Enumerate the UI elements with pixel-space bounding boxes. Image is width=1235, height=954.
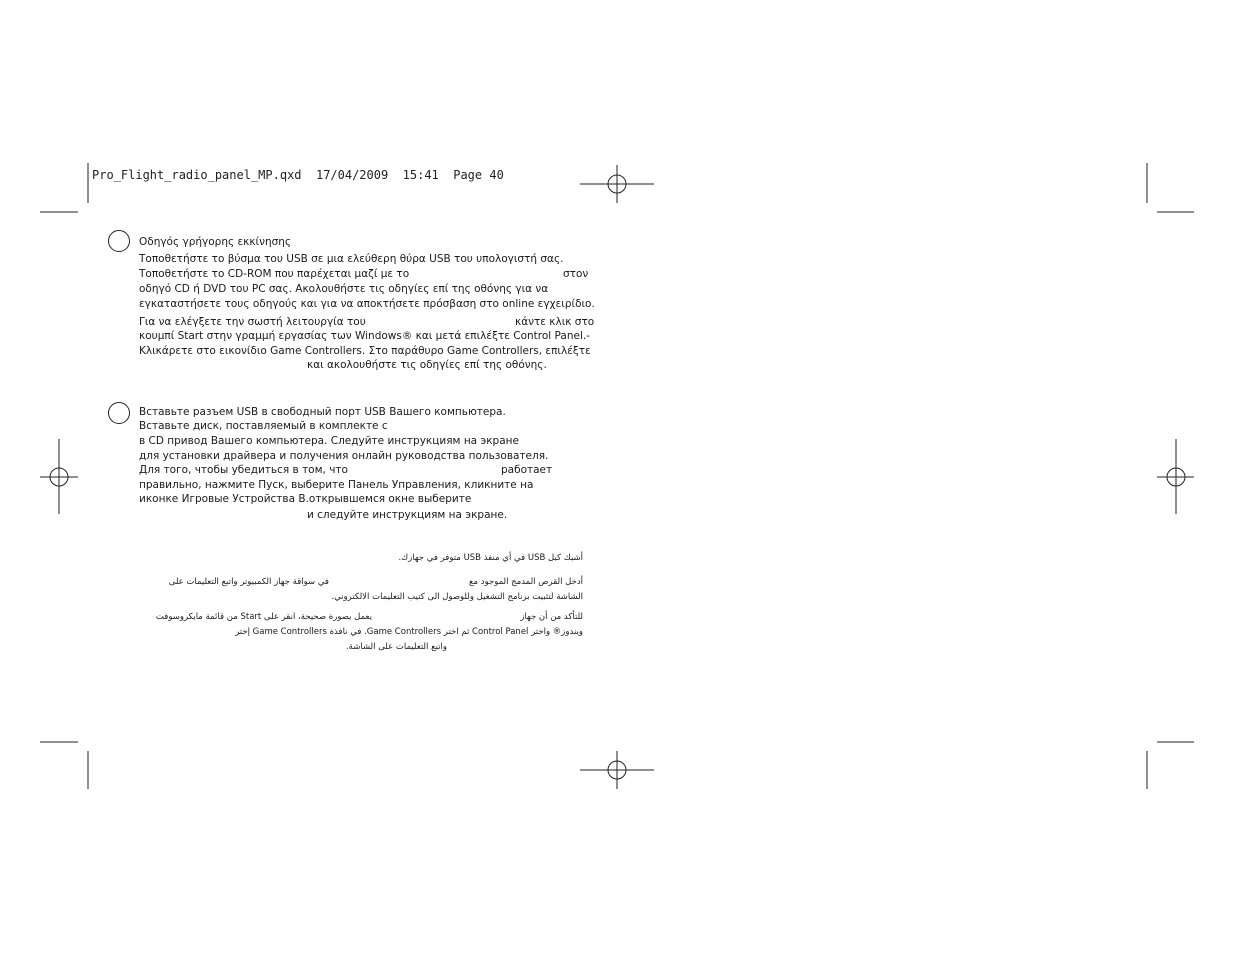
file-slug: Pro_Flight_radio_panel_MP.qxd 17/04/2009 15:41 Page 40 — [92, 168, 504, 182]
greek-line-1: Τοποθετήστε το βύσμα του USB σε μια ελεύθερη θύρα USB του υπολογιστή σας. — [139, 253, 564, 265]
russian-line-7: иконке Игровые Устройства В.открывшемся окне выберите — [139, 493, 472, 505]
greek-line-5a: Για να ελέγξετε την σωστή λειτουργία του — [139, 316, 366, 328]
greek-line-7: Κλικάρετε στο εικονίδιο Game Controllers. Στο παράθυρο Game Controllers, επιλέξτε — [139, 345, 591, 357]
arabic-line-2a: أدخل القرص المدمج الموجود مع — [469, 577, 583, 587]
russian-line-5b: работает — [501, 464, 553, 476]
greek-heading: Οδηγός γρήγορης εκκίνησης — [139, 236, 292, 248]
greek-line-8: και ακολουθήστε τις οδηγίες επί της οθόνης. — [307, 359, 547, 371]
arabic-line-4b: يعمل بصورة صحيحة، انقر على Start من قائمة مايكروسوفت — [155, 612, 372, 622]
arabic-line-3: الشاشة لتثبيت برنامج التشغيل وللوصول الى كتيب التعليمات الالكتروني. — [331, 592, 583, 602]
arabic-line-4a: للتأكد من أن جهاز — [520, 612, 583, 622]
russian-line-1: Вставьте разъем USB в свободный порт USB Вашего компьютера. — [139, 406, 506, 418]
russian-line-4: для установки драйвера и получения онлайн руководства пользователя. — [139, 450, 549, 462]
section-marker-greek — [108, 230, 130, 252]
arabic-line-2b: في سواقة جهاز الكمبيوتر واتبع التعليمات على — [168, 577, 329, 587]
arabic-line-6: واتبع التعليمات على الشاشة. — [345, 642, 447, 652]
greek-line-6: κουμπί Start στην γραμμή εργασίας των Windows® και μετά επιλέξτε Control Panel.- — [139, 330, 590, 342]
arabic-line-5: ويندوز® واختر Control Panel ثم اختر Game Controllers. في نافذة Game Controllers إختر — [235, 627, 583, 637]
arabic-line-1: أشبك كبل USB في أي منفذ USB متوفر في جهازك. — [398, 553, 583, 563]
greek-line-3: οδηγό CD ή DVD του PC σας. Ακολουθήστε τις οδηγίες επί της οθόνης για να — [139, 283, 549, 295]
russian-line-2: Вставьте диск, поставляемый в комплекте с — [139, 420, 388, 432]
greek-line-5b: κάντε κλικ στο — [515, 316, 595, 328]
greek-line-2b: στον — [563, 268, 589, 280]
russian-line-5a: Для того, чтобы убедиться в том, что — [139, 464, 348, 476]
greek-line-2a: Τοποθετήστε το CD-ROM που παρέχεται μαζί με το — [139, 268, 410, 280]
section-marker-russian — [108, 402, 130, 424]
russian-line-3: в CD привод Вашего компьютера. Следуйте инструкциям на экране — [139, 435, 519, 447]
greek-line-4: εγκαταστήσετε τους οδηγούς και για να αποκτήσετε πρόσβαση στο online εγχειρίδιο. — [139, 298, 595, 310]
russian-line-8: и следуйте инструкциям на экране. — [307, 509, 508, 521]
russian-line-6: правильно, нажмите Пуск, выберите Панель Управления, кликните на — [139, 479, 534, 491]
